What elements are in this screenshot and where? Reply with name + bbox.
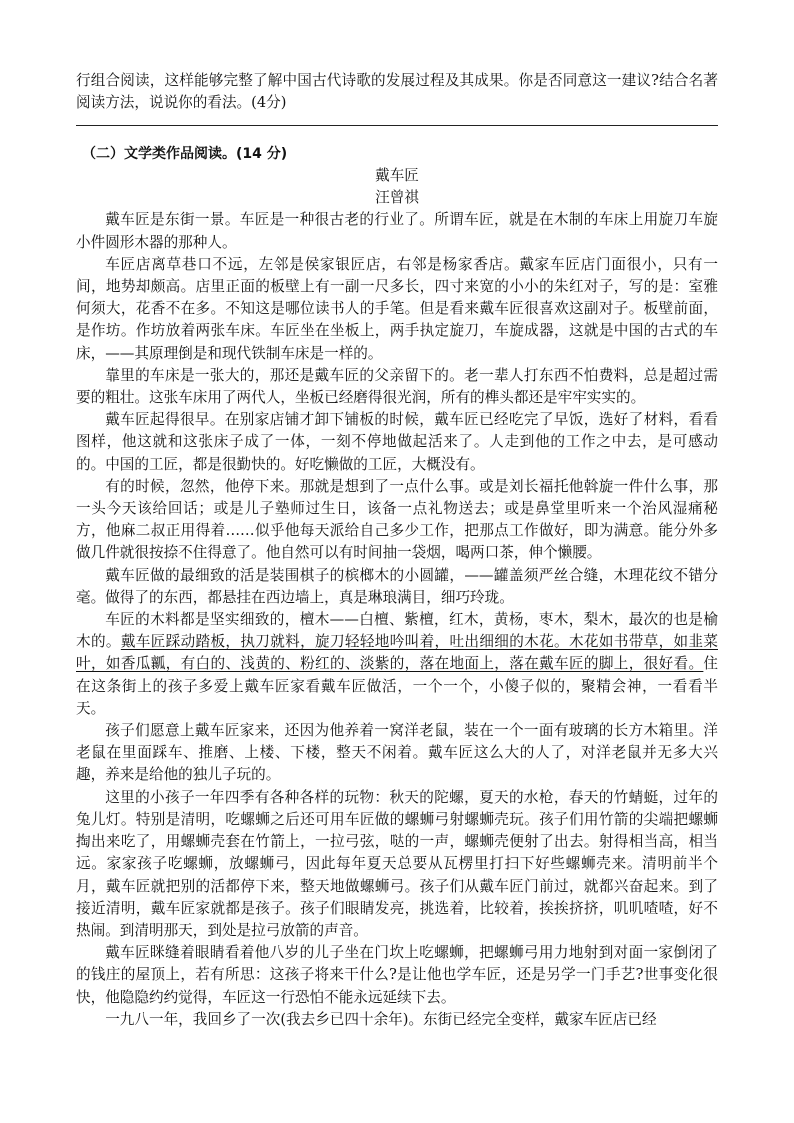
section-heading: （二）文学类作品阅读。(14 分) [82, 146, 288, 163]
paragraph: 戴车匠是东街一景。车匠是一种很古老的行业了。所谓车匠，就是在木制的车床上用旋刀车旋小件圆形木器的那种人。 [76, 211, 718, 251]
paragraph-part: 车匠的木料都是坚实细致的，檀木——白檀、紫檀，红木，黄杨，枣木，梨木，最次的也是榆木的。 [76, 611, 718, 651]
paragraph: 一九八一年，我回乡了一次(我去乡已四十余年)。东街已经完全变样，戴家车匠店已经 [105, 1010, 657, 1028]
paragraph: 靠里的车床是一张大的，那还是戴车匠的父亲留下的。老一辈人打东西不怕费料，总是超过需要的粗壮。这张车床用了两代人，坐板已经磨得很光润，所有的榫头都还是牢牢实实的。 [76, 366, 718, 407]
paragraph: 车匠店离草巷口不远，左邻是侯家银匠店，右邻是杨家香店。戴家车匠店门面很小，只有一间，地势却颇高。店里正面的板壁上有一副一尺多长，四寸来宽的小小的朱红对子，写的是：室雅何须大，花香不在多。不知这是哪位读书人的手笔。但是看来戴车匠很喜欢这副对子。板壁前面，是作坊。作坊放着两张车床。车匠坐在坐板上，两手执定旋刀，车旋成器，这就是中国的古式的车床，——其原理倒是和现代铁制车床是一样的。 [76, 255, 718, 362]
paragraph-part: 住在这条街上的孩子多爱上戴车匠家看戴车匠做活，一个一个，小傻子似的，聚精会神，一看看半天。 [76, 655, 718, 717]
paragraph: 戴车匠眯缝着眼睛看着他八岁的儿子坐在门坎上吃螺蛳，把螺蛳弓用力地射到对面一家倒闭了的钱庄的屋顶上，若有所思：这孩子将来干什么?是让他也学车匠，还是另学一门手艺?世事变化很快，他隐隐约约觉得，车匠这一行恐怕不能永远延续下去。 [76, 944, 718, 1006]
paragraph: 孩子们愿意上戴车匠家来，还因为他养着一窝洋老鼠，装在一个一面有玻璃的长方木箱里。洋老鼠在里面踩车、推磨、上楼、下楼，整天不闲着。戴车匠这么大的人了，对洋老鼠并无多大兴趣，养来是给他的独儿子玩的。 [76, 722, 718, 784]
question-text: 行组合阅读，这样能够完整了解中国古代诗歌的发展过程及其成果。你是否同意这一建议?结合名著阅读方法，说说你的看法。(4分) [76, 72, 718, 112]
answer-line [76, 125, 718, 126]
paragraph: 这里的小孩子一年四季有各种各样的玩物：秋天的陀螺，夏天的水枪，春天的竹蜻蜓，过年的兔儿灯。特别是清明，吃螺蛳之后还可用车匠做的螺蛳弓射螺蛳壳玩。孩子们用竹箭的尖端把螺蛳掏出来吃了，用螺蛳壳套在竹箭上，一拉弓弦，哒的一声，螺蛳壳便射了出去。射得相当高，相当远。家家孩子吃螺蛳，放螺蛳弓，因此每年夏天总要从瓦楞里打扫下好些螺蛳壳来。清明前半个月，戴车匠就把别的活都停下来，整天地做螺蛳弓。孩子们从戴车匠门前过，就都兴奋起来。到了接近清明，戴车匠家就都是孩子。孩子们眼睛发亮，挑选着，比较着，挨挨挤挤，叽叽喳喳，好不热闹。到清明那天，到处是拉弓放箭的声音。 [76, 788, 718, 939]
article-title: 戴车匠 [375, 167, 419, 185]
article-author: 汪曾祺 [375, 189, 419, 207]
document-page [76, 70, 718, 1031]
paragraph: 有的时候，忽然，他停下来。那就是想到了一点什么事。或是刘长福托他斡旋一件什么事，那一头今天该给回话；或是儿子塾师过生日，该备一点礼物送去；或是鼻堂里听来一个治风湿痛秘方，他麻二叔正用得着……似乎他每天派给自己多少工作，把那点工作做好，即为满意。能分外多做几件就很按捺不住得意了。他自然可以有时间抽一袋烟，喝两口茶，伸个懒腰。 [76, 477, 718, 562]
paragraph-with-underline [76, 609, 718, 720]
paragraph: 戴车匠做的最细致的活是装围棋子的槟榔木的小圆罐，——罐盖须严丝合缝，木理花纹不错分毫。做得了的东西，都悬挂在西边墙上，真是琳琅满目，细巧玲珑。 [76, 566, 718, 606]
paragraph: 戴车匠起得很早。在别家店铺才卸下铺板的时候，戴车匠已经吃完了早饭，选好了材料，看看图样，他这就和这张床子成了一体，一刻不停地做起活来了。人走到他的工作之中去，是可感动的。中国的工匠，都是很勤快的。好吃懒做的工匠，大概没有。 [76, 411, 718, 473]
underlined-passage: 戴车匠踩动踏板，执刀就料，旋刀轻轻地吟叫着，吐出细细的木花。木花如书带草，如韭菜叶，如香瓜瓤，有白的、浅黄的、粉红的、淡紫的，落在地面上，落在戴车匠的脚上，很好看。 [76, 633, 718, 673]
